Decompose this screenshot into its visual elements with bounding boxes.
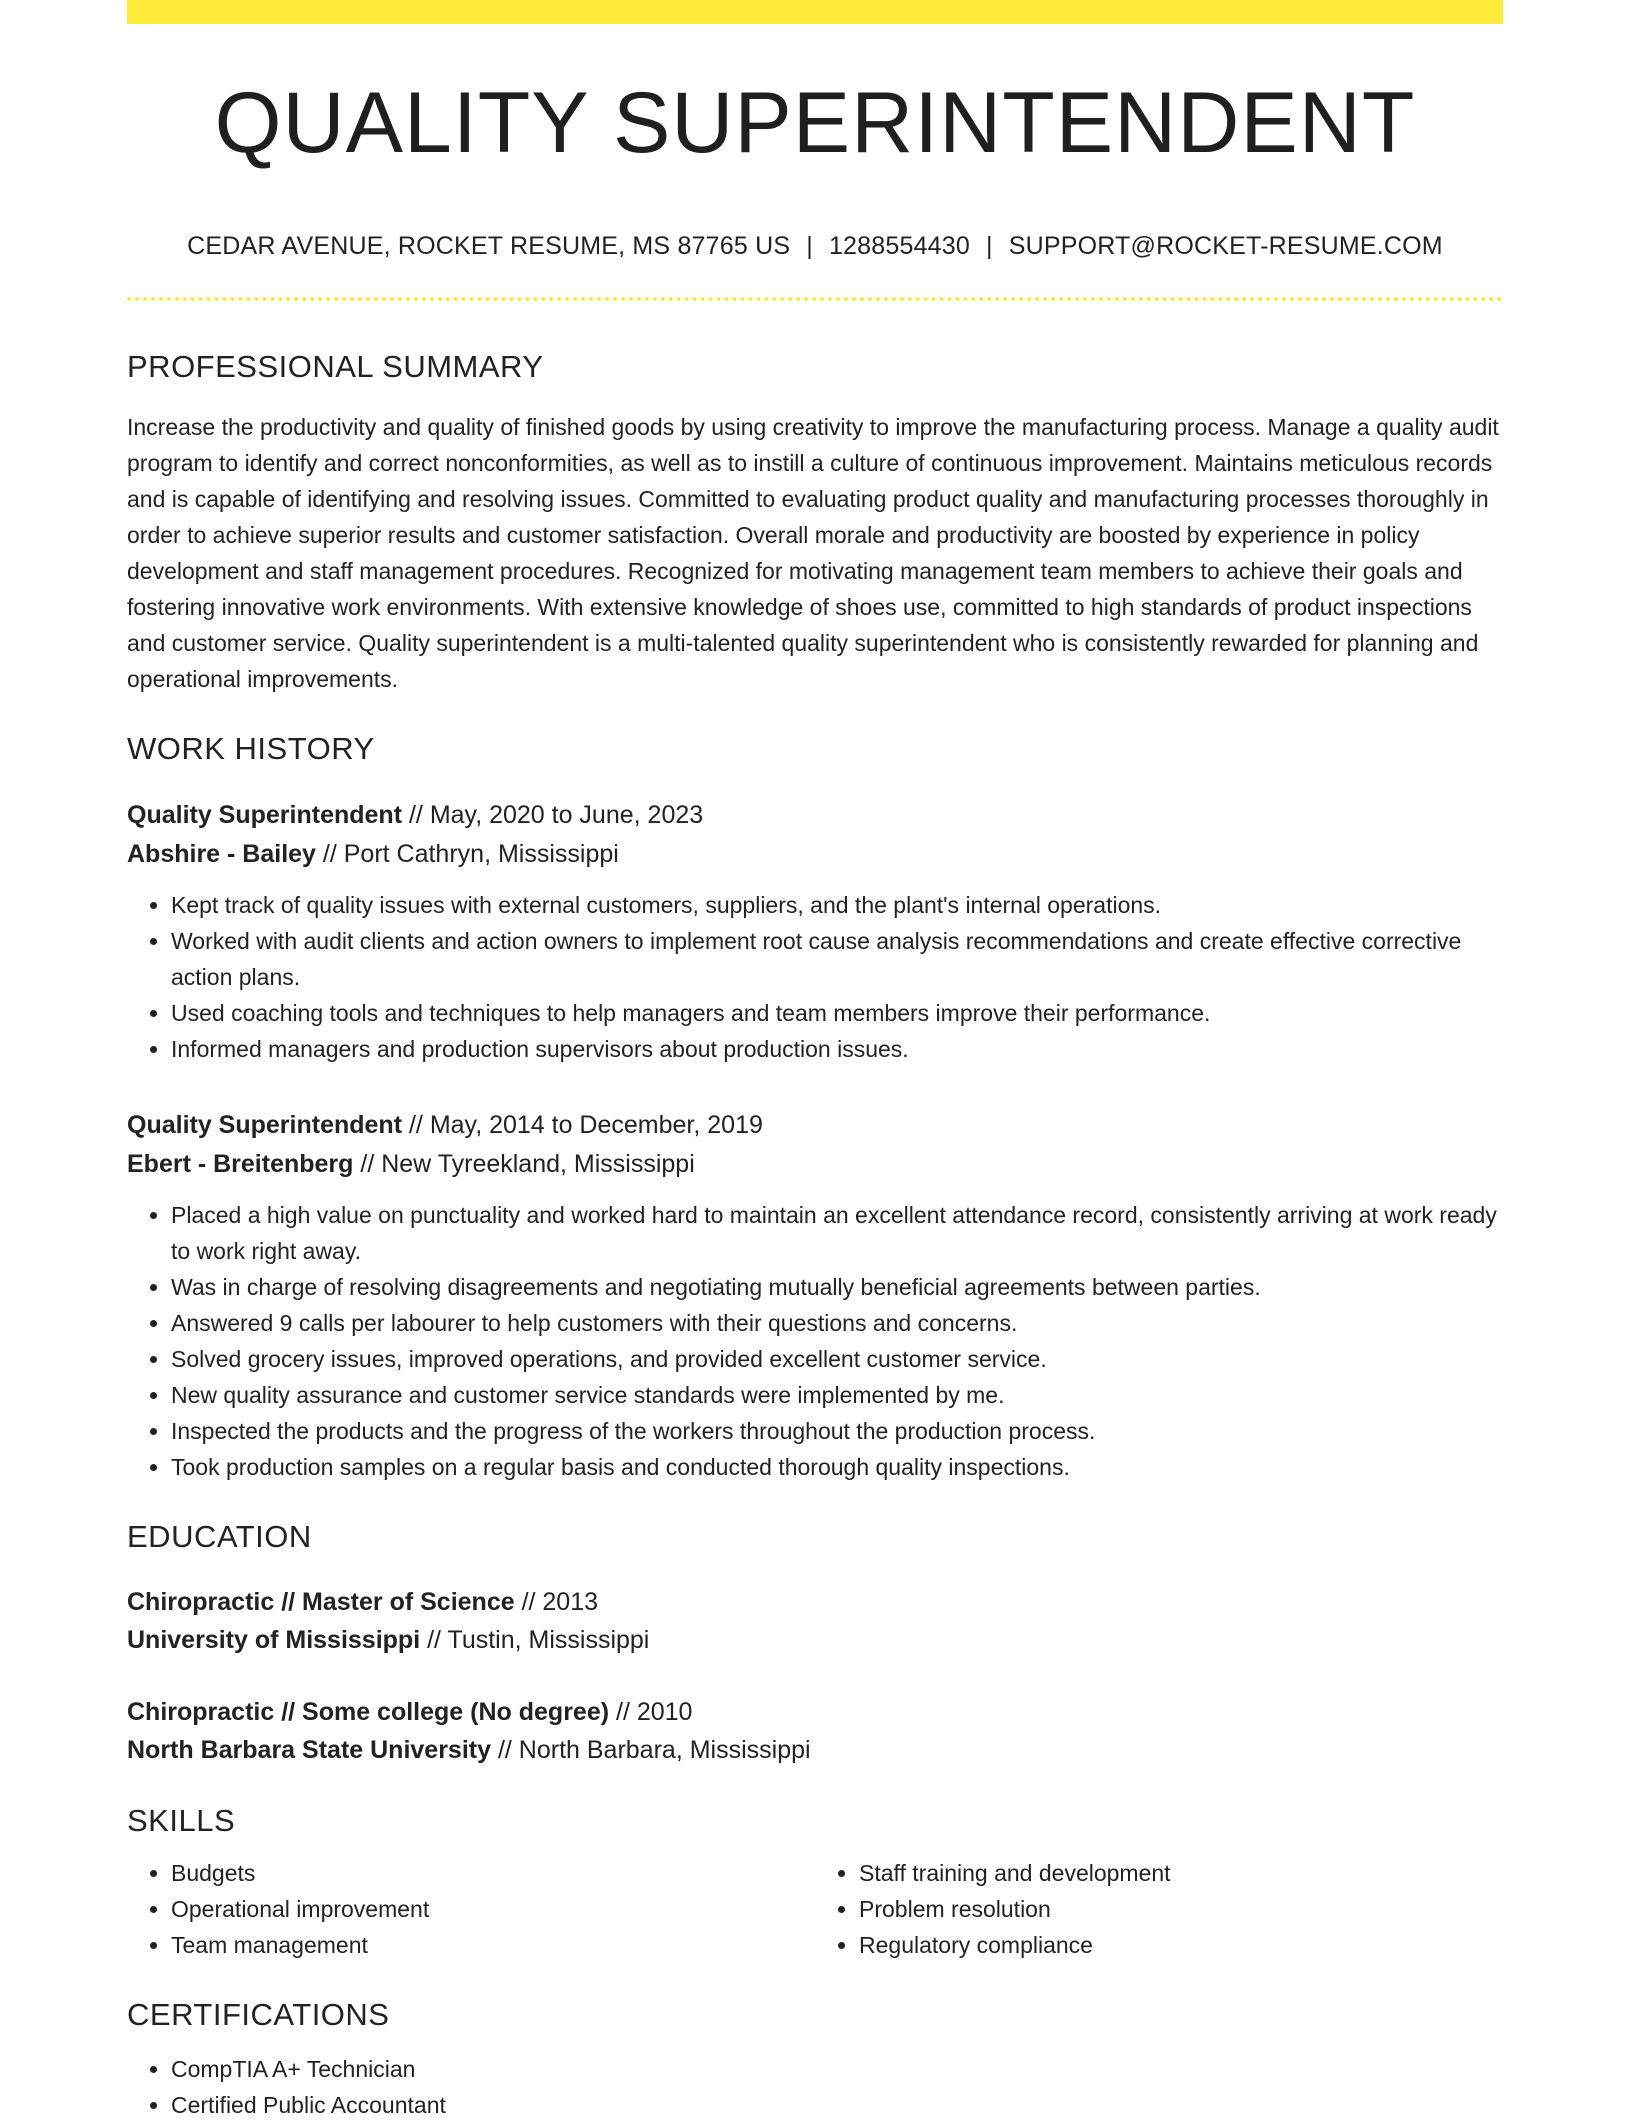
education-school: North Barbara State University [127,1736,492,1764]
education-school-line [127,1731,1503,1769]
list-item: • Team management [171,1927,815,1963]
list-item: • Budgets [171,1855,815,1891]
job-dates: // May, 2014 to December, 2019 [402,1111,763,1139]
contact-address: CEDAR AVENUE, ROCKET RESUME, MS 87765 US [187,232,791,260]
education-entry [127,1583,1503,1659]
education-degree-line [127,1583,1503,1621]
list-item: • Used coaching tools and techniques to help managers and team members improve their performance. [171,995,1503,1031]
job-title: Quality Superintendent [127,801,403,829]
list-item: • Worked with audit clients and action owners to implement root cause analysis recommendations and create effective corrective action plans. [171,923,1503,995]
education-location: // North Barbara, Mississippi [491,1736,811,1764]
list-item: • Placed a high value on punctuality and worked hard to maintain an excellent attendance record, consistently arriving at work ready to work right away. [171,1197,1503,1269]
section-heading-certifications: CERTIFICATIONS [127,1997,390,2032]
section-heading-education: EDUCATION [127,1519,312,1554]
list-item: • Kept track of quality issues with external customers, suppliers, and the plant's internal operations. [171,887,1503,923]
list-item: • New quality assurance and customer service standards were implemented by me. [171,1377,1503,1413]
list-item: • Answered 9 calls per labourer to help customers with their questions and concerns. [171,1305,1503,1341]
education-school-line [127,1621,1503,1659]
education-entry [127,1693,1503,1769]
contact-separator: | [986,232,993,260]
education-degree-line [127,1693,1503,1731]
skills-list-left [127,1855,815,1963]
job-title: Quality Superintendent [127,1111,403,1139]
job-location: // Port Cathryn, Mississippi [315,840,619,868]
job-bullets [127,1197,1503,1485]
resume-page [127,0,1503,2123]
certifications-list [127,2051,1503,2123]
job-company-line [127,835,1503,873]
accent-bar [127,0,1503,24]
job-company: Ebert - Breitenberg [127,1150,354,1178]
job-location: // New Tyreekland, Mississippi [353,1150,695,1178]
list-item: • Was in charge of resolving disagreements and negotiating mutually beneficial agreements between parties. [171,1269,1503,1305]
education-location: // Tustin, Mississippi [420,1626,650,1654]
education-school: University of Mississippi [127,1626,421,1654]
job-title-line [127,1105,1503,1145]
list-item: • Solved grocery issues, improved operations, and provided excellent customer service. [171,1341,1503,1377]
job-entry [127,795,1503,1067]
job-entry [127,1105,1503,1485]
section-heading-work-history: WORK HISTORY [127,731,375,766]
list-item: • Operational improvement [171,1891,815,1927]
job-title-line [127,795,1503,835]
skills-columns [127,1855,1503,1963]
list-item: • CompTIA A+ Technician [171,2051,1503,2087]
dotted-divider [127,297,1503,301]
education-year: // 2010 [609,1698,693,1726]
resume-title: QUALITY SUPERINTENDENT [214,75,1416,171]
section-heading-summary: PROFESSIONAL SUMMARY [127,349,544,384]
contact-line [127,232,1503,261]
job-company-line [127,1145,1503,1183]
list-item: • Inspected the products and the progress of the workers throughout the production process. [171,1413,1503,1449]
education-degree: Chiropractic // Master of Science [127,1588,515,1616]
education-degree: Chiropractic // Some college (No degree) [127,1698,610,1726]
contact-separator: | [806,232,813,260]
job-company: Abshire - Bailey [127,840,316,868]
list-item: • Certified Public Accountant [171,2087,1503,2123]
list-item: • Staff training and development [859,1855,1503,1891]
list-item: • Took production samples on a regular basis and conducted thorough quality inspections. [171,1449,1503,1485]
contact-email[interactable]: SUPPORT@ROCKET-RESUME.COM [1008,232,1443,260]
contact-phone: 1288554430 [828,232,970,260]
section-heading-skills: SKILLS [127,1803,236,1838]
education-year: // 2013 [514,1588,599,1616]
list-item: • Informed managers and production supervisors about production issues. [171,1031,1503,1067]
list-item: • Problem resolution [859,1891,1503,1927]
summary-text: Increase the productivity and quality of finished goods by using creativity to improve the manufacturing process. Manage a quality audit program to identify and correct nonconformities, as well as to instill a culture of continuous improvement. Maintains meticulous records and is capable of identifying and resolving issues. Committed to evaluating product quality and manufacturing processes thoroughly in order to achieve superior results and customer satisfaction. Overall morale and productivity are boosted by experience in policy development and staff management procedures. Recognized for motivating management team members to achieve their goals and fostering innovative work environments. With extensive knowledge of shoes use, committed to high standards of product inspections and customer service. Quality superintendent is a multi-talented quality superintendent who is consistently rewarded for planning and operational improvements. [127,414,1499,692]
skills-list-right [815,1855,1503,1963]
job-dates: // May, 2020 to June, 2023 [402,801,704,829]
list-item: • Regulatory compliance [859,1927,1503,1963]
job-bullets [127,887,1503,1067]
